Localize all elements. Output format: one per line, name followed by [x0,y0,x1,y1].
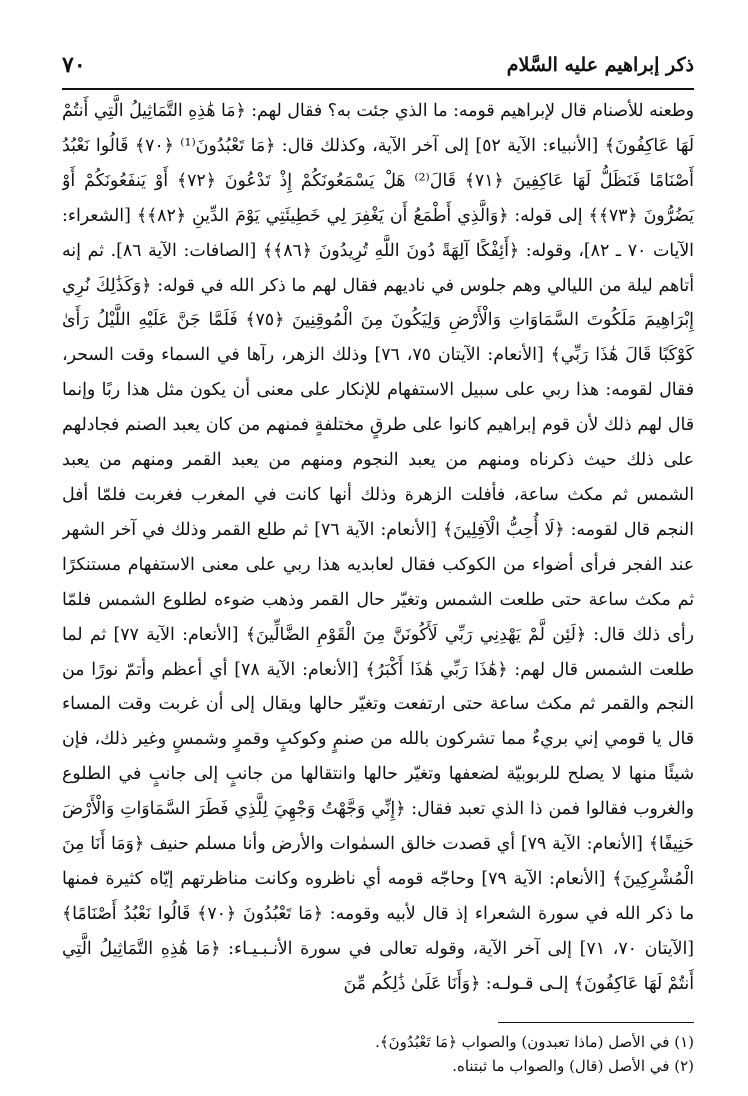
page-header [62,52,694,82]
running-title: ذكر إبراهيم عليه السَّلام [506,54,694,76]
header-rule [62,88,694,90]
main-text [62,94,694,1014]
page-number: ٧٠ [62,52,86,78]
footnote-separator [498,1022,694,1023]
body-paragraph: وطعنه للأصنام قال لإبراهيم قومه: ما الذي جئت به؟ فقال لهم: ﴿مَا هَٰذِهِ التَّمَاثِيلُ الَّتِي أَنتُمْ لَهَا عَاكِفُونَ﴾ [الأنبياء: الآية ٥٢] إلى آخر الآية، وكذلك قال: ﴿مَا تَعْبُدُونَ⁽¹⁾ ﴿٧٠﴾ قَالُوا نَعْبُدُ أَصْنَامًا فَنَظَلُّ لَهَا عَاكِفِينَ ﴿٧١﴾ قَالَ⁽²⁾ هَلْ يَسْمَعُونَكُمْ إِذْ تَدْعُونَ ﴿٧٢﴾ أَوْ يَنفَعُونَكُمْ أَوْ يَضُرُّونَ ﴿٧٣﴾﴾ إلى قوله: ﴿وَالَّذِي أَطْمَعُ أَن يَغْفِرَ لِي خَطِيئَتِي يَوْمَ الدِّينِ ﴿٨٢﴾﴾ [الشعراء: الآيات ٧٠ ـ ٨٢]، وقوله: ﴿أَئِفْكًا آلِهَةً دُونَ اللَّهِ تُرِيدُونَ ﴿٨٦﴾﴾ [الصافات: الآية ٨٦]. ثم إنه أتاهم ليلة من الليالي وهم جلوس في ناديهم فقال لهم ما ذكر الله في قوله: ﴿وَكَذَٰلِكَ نُرِي إِبْرَاهِيمَ مَلَكُوتَ السَّمَاوَاتِ وَالْأَرْضِ وَلِيَكُونَ مِنَ الْمُوقِنِينَ ﴿٧٥﴾ فَلَمَّا جَنَّ عَلَيْهِ اللَّيْلُ رَأَىٰ كَوْكَبًا قَالَ هَٰذَا رَبِّي﴾ [الأنعام: الآيتان ٧٥، ٧٦] وذلك الزهر، رآها في السماء وقت السحر، فقال لقومه: هذا ربي على سبيل الاستفهام للإنكار على معنى أن يكون مثل هذا ربًا وإنما قال لهم ذلك لأن قوم إبراهيم كانوا على طرقٍ مختلفةٍ فمنهم من كان يعبد الصنم فجادلهم على ذلك حيث ذكرناه ومنهم من يعبد النجوم ومنهم من يعبد القمر ومنهم من يعبد الشمس ثم مكث ساعة، فأفلت الزهرة وذلك أنها كانت في المغرب فغربت فلمّا أفل النجم قال لقومه: ﴿لَا أُحِبُّ الْآفِلِينَ﴾ [الأنعام: الآية ٧٦] ثم طلع القمر وذلك في آخر الشهر عند الفجر فرأى أضواء من الكوكب فقال لعابديه هذا ربي على معنى الاستفهام مستنكرًا ثم مكث ساعة حتى طلعت الشمس وتغيّر حال القمر وذهب ضوءه لطلوع الشمس فلمّا رأى ذلك قال: ﴿لَئِن لَّمْ يَهْدِنِي رَبِّي لَأَكُونَنَّ مِنَ الْقَوْمِ الضَّالِّينَ﴾ [الأنعام: الآية ٧٧] ثم لما طلعت الشمس قال لهم: ﴿هَٰذَا رَبِّي هَٰذَا أَكْبَرُ﴾ [الأنعام: الآية ٧٨] أي أعظم وأتمّ نورًا من النجم والقمر ثم مكث ساعة حتى ارتفعت وتغيّر حالها ويقال إلى أن غربت وقت المساء قال يا قومي إني بريءٌ مما تشركون بالله من صنمٍ وكوكبٍ وقمرٍ وشمسٍ وغير ذلك، فإن شيئًا منها لا يصلح للربوبيّة لضعفها وتغيّر حالها وانتقالها من جانبٍ إلى جانبٍ في الطلوع والغروب فقالوا فمن ذا الذي تعبد فقال: ﴿إِنِّي وَجَّهْتُ وَجْهِيَ لِلَّذِي فَطَرَ السَّمَاوَاتِ وَالْأَرْضَ حَنِيفًا﴾ [الأنعام: الآية ٧٩] أي قصدت خالق السمٰوات والأرض وأنا مسلم حنيف ﴿وَمَا أَنَا مِنَ الْمُشْرِكِينَ﴾ [الأنعام: الآية ٧٩] وحاجّه قومه أي ناظروه وكانت مناظرتهم إيّاه كثيرة فمنها ما ذكر الله في سورة الشعراء إذ قال لأبيه وقومه: ﴿مَا تَعْبُدُونَ ﴿٧٠﴾ قَالُوا نَعْبُدُ أَصْنَامًا﴾ [الآيتان ٧٠، ٧١] إلى آخر الآية، وقوله تعالى في سورة الأنـبـيـاء: ﴿مَا هَٰذِهِ التَّمَاثِيلُ الَّتِي أَنتُمْ لَهَا عَاكِفُونَ﴾ إلـى قـولـه: ﴿وَأَنَا عَلَىٰ ذَٰلِكُم مِّنَ [62,101,694,994]
footnotes [62,1030,694,1078]
footnote-1: (١) في الأصل (ماذا تعبدون) والصواب ﴿مَا تَعْبُدُونَ﴾. [375,1033,694,1051]
footnote-2: (٢) في الأصل (قال) والصواب ما ثبتناه. [452,1057,694,1075]
